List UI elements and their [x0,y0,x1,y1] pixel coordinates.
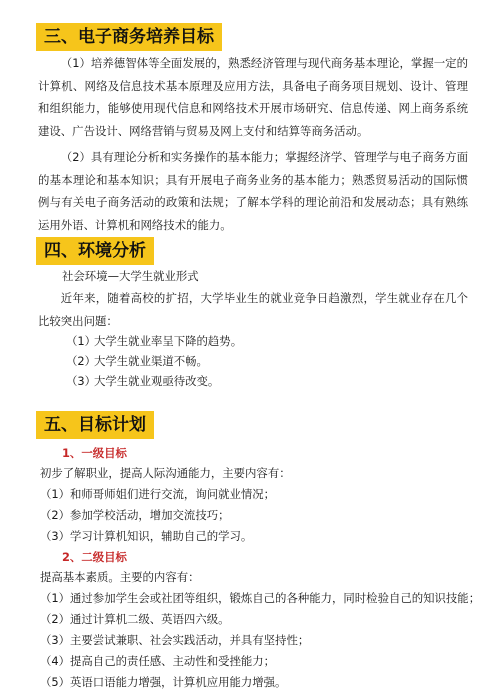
list-item: （2）参加学校活动，增加交流技巧； [40,508,230,522]
section-4-heading: 四、环境分析 [36,237,154,265]
list-item: （2）通过计算机二级、英语四六级。 [40,612,230,626]
list-item-number: （3） [66,374,97,388]
section-5-heading: 五、目标计划 [36,411,154,439]
list-item-text: 大学生就业观亟待改变。 [94,374,220,388]
list-item-text: 大学生就业率呈下降的趋势。 [94,334,243,348]
list-item [66,351,208,371]
list-item-number: （2） [66,354,97,368]
list-item [66,331,242,351]
section-4-subtitle: 社会环境—大学生就业形式 [62,269,199,283]
section-3-heading: 三、电子商务培养目标 [36,23,222,51]
list-item-text: 大学生就业渠道不畅。 [94,354,208,368]
list-item-number: （1） [66,334,97,348]
section-4-intro: 近年来，随着高校的扩招，大学毕业生的就业竞争日趋激烈，学生就业存在几个比较突出问题： [38,291,468,328]
list-item: （1）通过参加学生会或社团等组织，锻炼自己的各种能力，同时检验自己的知识技能； [40,591,481,605]
list-item: （3）主要尝试兼职、社会实践活动，并具有坚持性； [40,633,310,647]
list-item: （4）提高自己的责任感、主动性和受挫能力； [40,654,276,668]
list-item: （3）学习计算机知识，辅助自己的学习。 [40,529,253,543]
section-3-paragraph-2: （2）具有理论分析和实务操作的基本能力；掌握经济学、管理学与电子商务方面的基本理论和基本知识；具有开展电子商务业务的基本能力；熟悉贸易活动的国际惯例与有关电子商务活动的政策和法规；了解本学科的理论前沿和发展动态；具有熟练运用外语、计算机和网络技术的能力。 [38,150,468,232]
list-item [66,371,219,391]
level-1-goal-intro: 初步了解职业，提高人际沟通能力，主要内容有： [40,466,291,480]
level-2-goal-title: 2、二级目标 [62,550,127,564]
list-item: （5）英语口语能力增强，计算机应用能力增强。 [40,675,287,689]
list-item: （1）和师哥师姐们进行交流，询问就业情况； [40,487,276,501]
section-3-paragraph-1: （1）培养德智体等全面发展的，熟悉经济管理与现代商务基本理论，掌握一定的计算机、网络及信息技术基本原理及应用方法，具备电子商务项目规划、设计、管理和组织能力，能够使用现代信息和网络技术开展市场研究、信息传递、网上商务系统建设、广告设计、网络营销与贸易及网上支付和结算等商务活动。 [38,56,468,138]
level-1-goal-title: 1、一级目标 [62,446,127,460]
level-2-goal-intro: 提高基本素质。主要的内容有： [40,570,200,584]
